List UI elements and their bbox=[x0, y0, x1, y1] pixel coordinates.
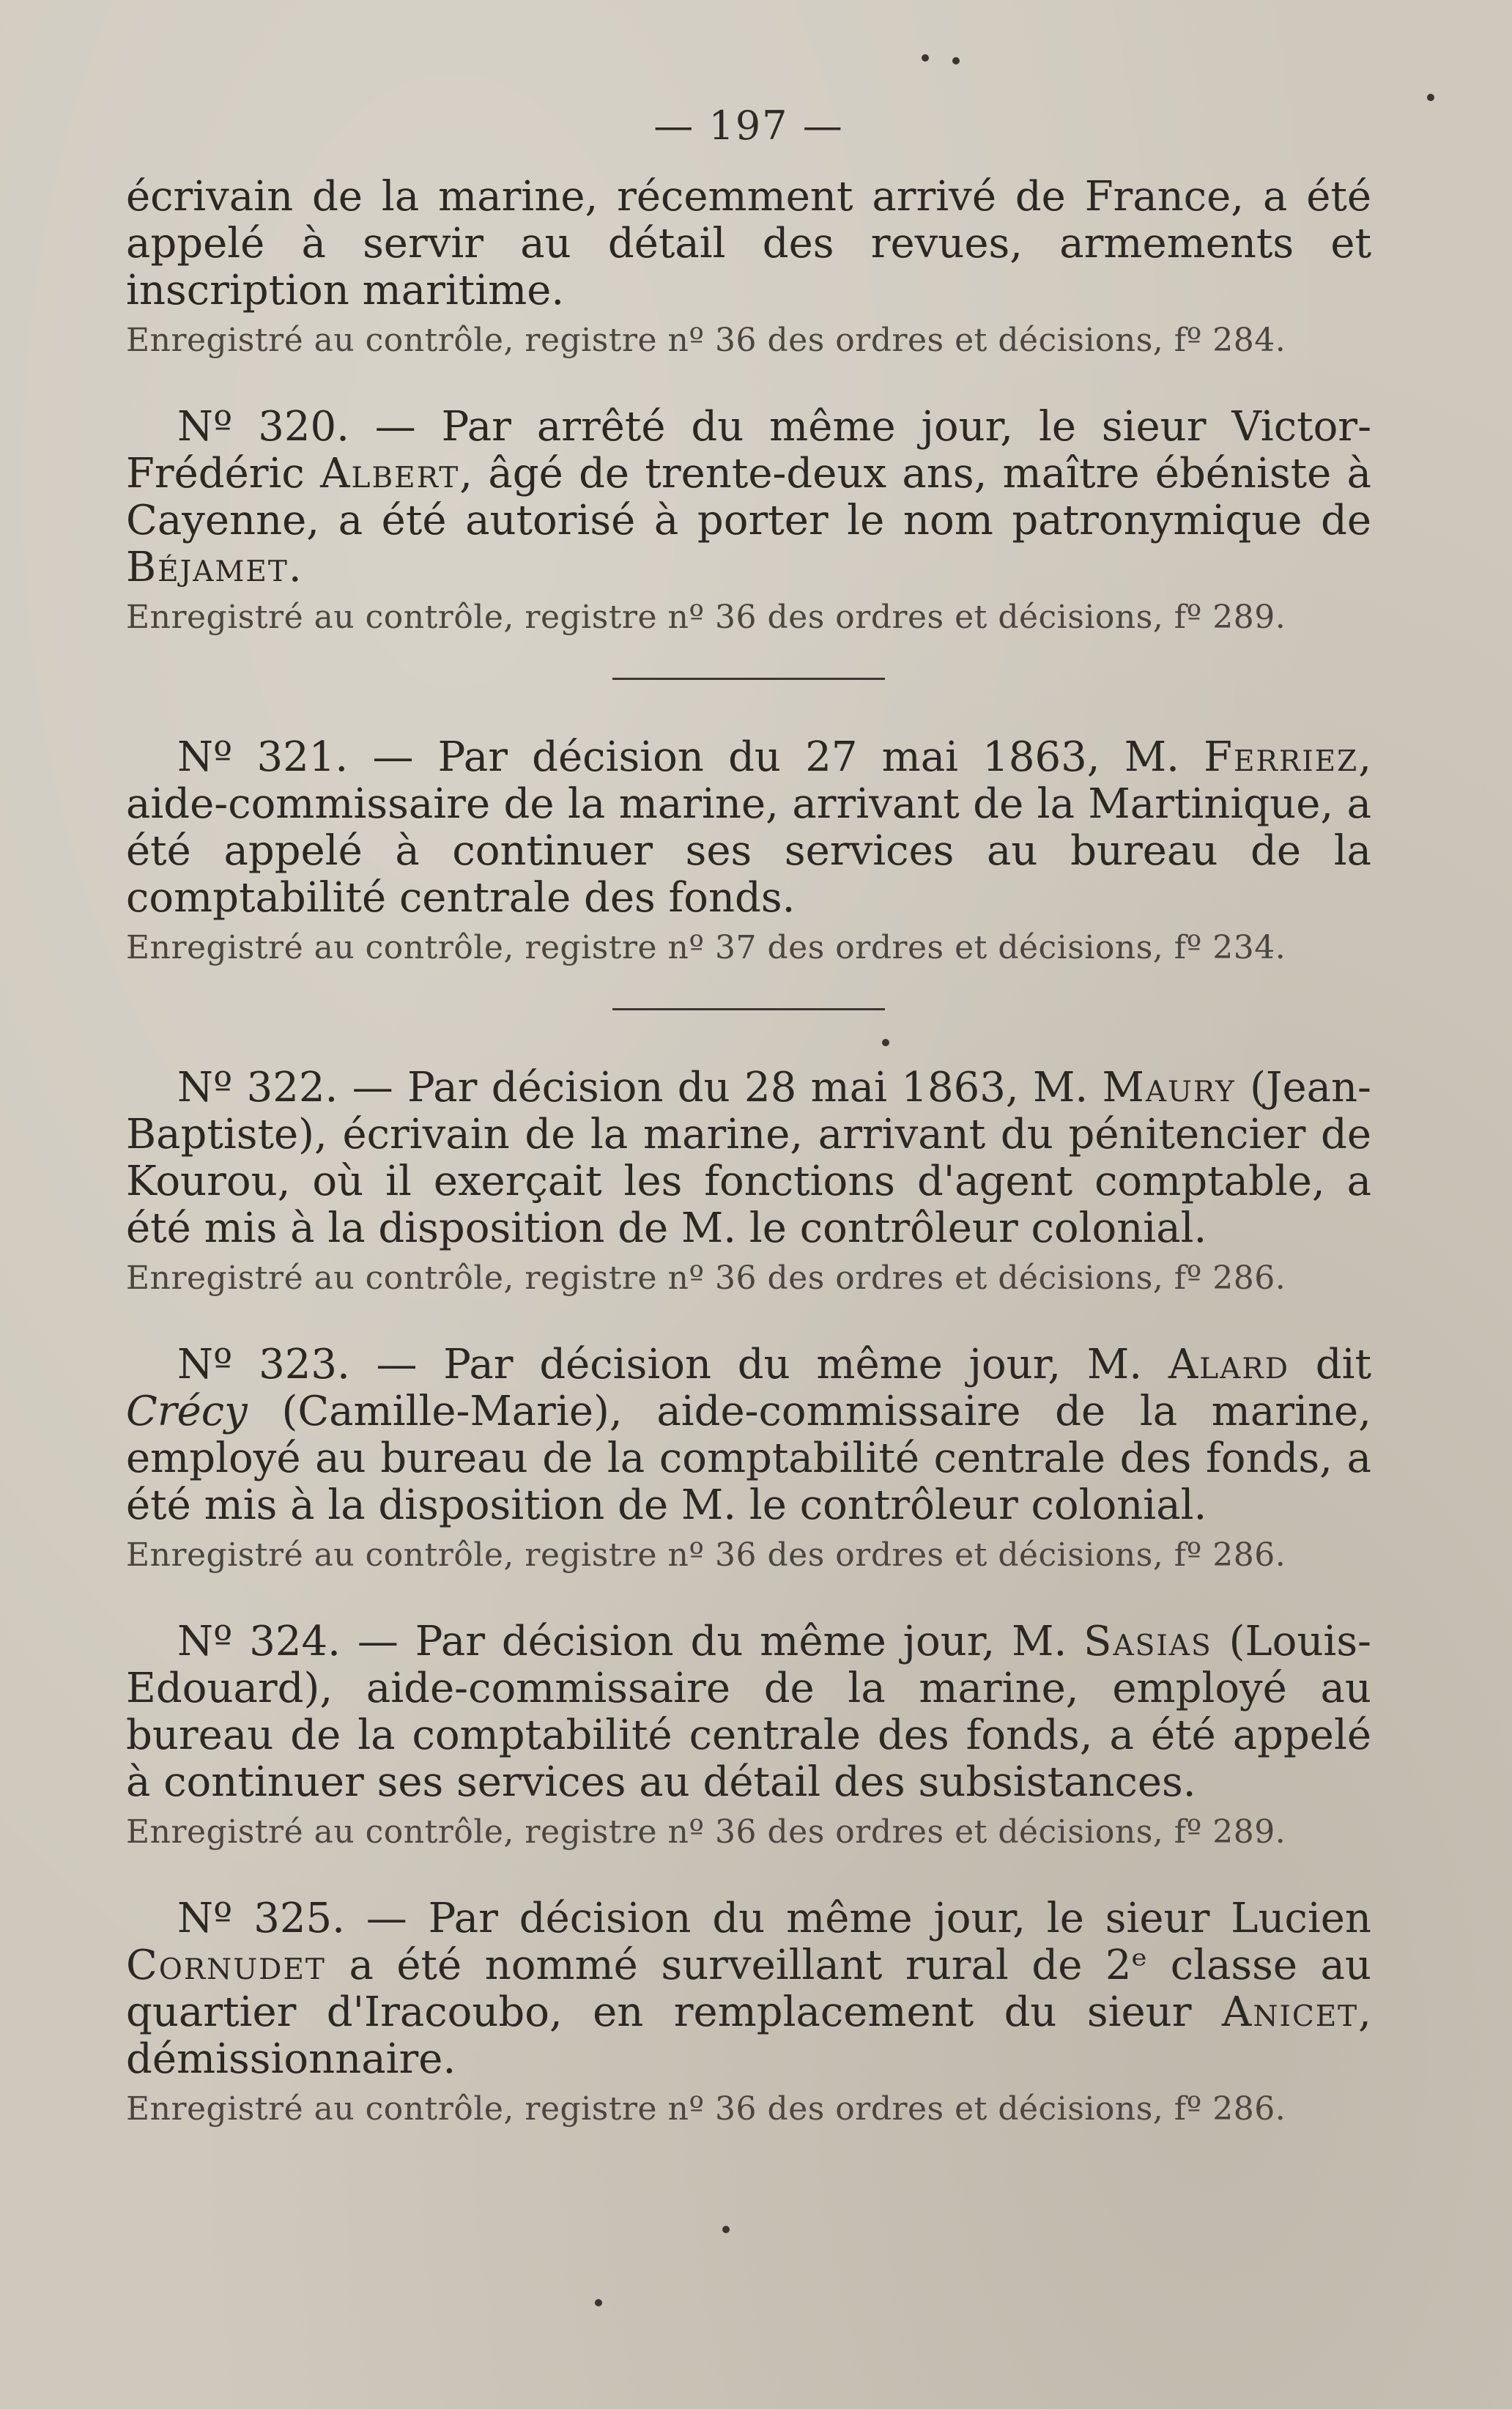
entry-text-part: — Par décision du même jour, le sieur Lucien bbox=[366, 1895, 1371, 1942]
paper-speck bbox=[595, 2299, 602, 2306]
entry-text-part: (Jean-Baptiste), écrivain de la marine, arrivant du pénitencier de Kourou, où il exerçait les fonctions d'agent comptable, a été mis à la disposition de M. le contrôleur colonial. bbox=[126, 1064, 1371, 1252]
paper-speck bbox=[922, 54, 929, 62]
person-name: Alard bbox=[1168, 1341, 1289, 1388]
alias-name: Crécy bbox=[126, 1388, 248, 1435]
entry-text bbox=[126, 1618, 1371, 1806]
entry-number: Nº 325. bbox=[177, 1895, 345, 1942]
person-name: Maury bbox=[1102, 1064, 1236, 1111]
entry-number: Nº 323. bbox=[177, 1341, 350, 1388]
person-name: Béjamet bbox=[126, 544, 289, 591]
entry-text-part: (Louis-Edouard), aide-commissaire de la marine, employé au bureau de la comptabilité centrale des fonds, a été appelé à continuer ses services au détail des subsistances. bbox=[126, 1618, 1371, 1806]
entry-text-part: . bbox=[288, 544, 302, 591]
entry-text bbox=[126, 1895, 1371, 2083]
entry-number: Nº 321. bbox=[177, 733, 349, 781]
register-note: Enregistré au contrôle, registre nº 37 des ordres et décisions, fº 234. bbox=[126, 929, 1286, 966]
entry-text-part: — Par décision du 28 mai 1863, M. bbox=[352, 1064, 1089, 1111]
register-note: Enregistré au contrôle, registre nº 36 des ordres et décisions, fº 289. bbox=[126, 1813, 1286, 1851]
person-name: Sasias bbox=[1083, 1618, 1212, 1665]
paper-speck bbox=[952, 57, 960, 64]
register-note: Enregistré au contrôle, registre nº 36 des ordres et décisions, fº 289. bbox=[126, 599, 1286, 636]
person-name: Anicet bbox=[1221, 1988, 1359, 2036]
page-number: — 197 — bbox=[653, 103, 844, 149]
entry-324 bbox=[126, 1618, 1371, 1853]
entry-number: Nº 324. bbox=[177, 1618, 341, 1665]
entry-text bbox=[126, 734, 1371, 922]
register-note: Enregistré au contrôle, registre nº 36 des ordres et décisions, fº 286. bbox=[126, 1536, 1286, 1574]
entry-325 bbox=[126, 1895, 1371, 2130]
paper-speck bbox=[722, 2226, 730, 2233]
entry-text-part: , démissionnaire. bbox=[126, 1988, 1371, 2083]
entry-continuation bbox=[126, 174, 1371, 361]
paper-speck bbox=[882, 1039, 889, 1046]
entry-text-part: — Par décision du même jour, M. bbox=[376, 1341, 1143, 1388]
entry-text-part: (Camille-Marie), aide-commissaire de la marine, employé au bureau de la comptabilité centrale des fonds, a été mis à la disposition de M. le contrôleur colonial. bbox=[126, 1388, 1371, 1529]
register-note: Enregistré au contrôle, registre nº 36 des ordres et décisions, fº 284. bbox=[126, 322, 1286, 359]
register-note: Enregistré au contrôle, registre nº 36 des ordres et décisions, fº 286. bbox=[126, 2090, 1286, 2128]
person-name: Albert bbox=[320, 450, 460, 497]
entry-text-part: , âgé de trente-deux ans, maître ébéniste à Cayenne, a été autorisé à porter le nom patronymique de bbox=[126, 450, 1371, 544]
entry-323 bbox=[126, 1342, 1371, 1576]
entry-text-part: — Par décision du même jour, M. bbox=[357, 1618, 1067, 1665]
person-name: Ferriez bbox=[1204, 733, 1359, 781]
entry-text bbox=[126, 1342, 1371, 1529]
entry-text-part: — Par décision du 27 mai 1863, M. bbox=[372, 733, 1179, 781]
entry-321 bbox=[126, 734, 1371, 969]
entry-text-part: — Par arrêté du même jour, le sieur Victor-Frédéric bbox=[126, 403, 1371, 497]
entry-number: Nº 320. bbox=[177, 403, 349, 451]
register-note: Enregistré au contrôle, registre nº 36 des ordres et décisions, fº 286. bbox=[126, 1259, 1286, 1297]
entry-text-part: a été nommé surveillant rural de 2ᵉ classe au quartier d'Iracoubo, en remplacement du sieur bbox=[126, 1942, 1371, 2036]
section-divider bbox=[612, 678, 885, 680]
section-divider bbox=[612, 1008, 885, 1010]
entry-text-part: dit bbox=[1315, 1341, 1371, 1388]
entry-text bbox=[126, 404, 1371, 591]
entry-number: Nº 322. bbox=[177, 1064, 338, 1111]
entry-text: écrivain de la marine, récemment arrivé de France, a été appelé à servir au détail des revues, armements et inscription maritime. bbox=[126, 173, 1371, 314]
document-page bbox=[126, 103, 1371, 2345]
entry-text bbox=[126, 1065, 1371, 1252]
paper-speck bbox=[1427, 94, 1434, 101]
entry-322 bbox=[126, 1065, 1371, 1299]
entry-text-part: , aide-commissaire de la marine, arrivant de la Martinique, a été appelé à continuer ses services au bureau de la comptabilité centrale des fonds. bbox=[126, 733, 1371, 922]
person-name: Cornudet bbox=[126, 1942, 326, 1989]
entry-320 bbox=[126, 404, 1371, 638]
